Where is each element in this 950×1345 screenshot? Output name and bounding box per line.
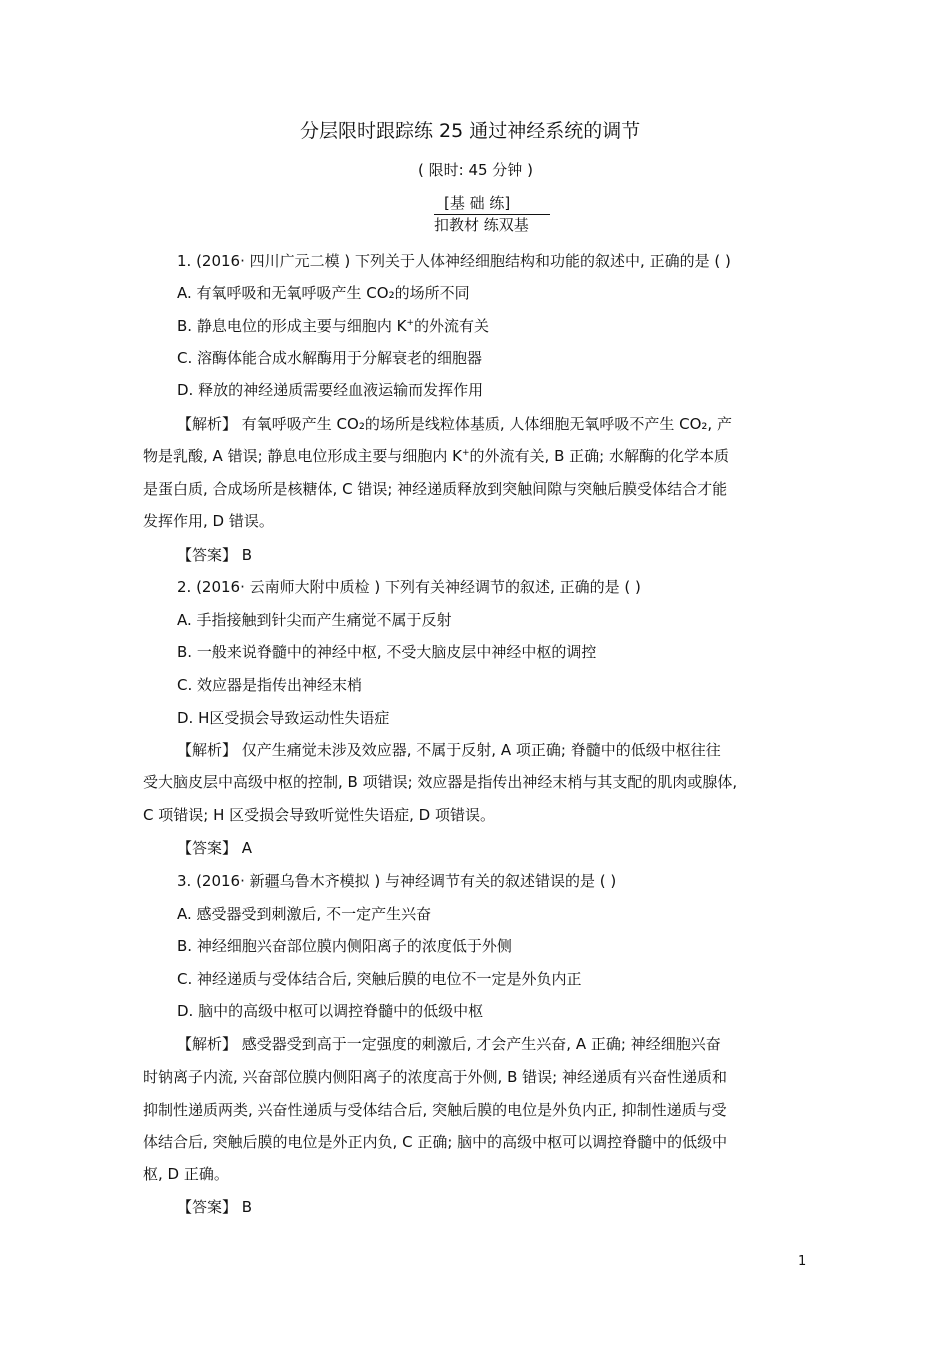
question-3-analysis-line-4: 体结合后, 突触后膜的电位是外正内负, C 正确; 脑中的高级中枢可以调控脊髓中的低级中 [143,1133,728,1151]
question-1-option-d: D. 释放的神经递质需要经血液运输而发挥作用 [177,381,484,399]
time-limit: ( 限时: 45 分钟 ) [418,161,533,179]
section-subtitle: 扣教材 练双基 [434,216,529,234]
question-3-option-d: D. 脑中的高级中枢可以调控脊髓中的低级中枢 [177,1002,484,1020]
question-3-option-a: A. 感受器受到刺激后, 不一定产生兴奋 [177,905,432,923]
question-2-option-b: B. 一般来说脊髓中的神经中枢, 不受大脑皮层中神经中枢的调控 [177,643,597,661]
question-1-option-c: C. 溶酶体能合成水解酶用于分解衰老的细胞器 [177,349,483,367]
question-3-answer: 【答案】 B [177,1198,253,1216]
question-1-answer: 【答案】 B [177,546,253,564]
question-3-analysis-line-1: 【解析】 感受器受到高于一定强度的刺激后, 才会产生兴奋, A 正确; 神经细胞兴奋 [177,1035,721,1053]
question-2-option-a: A. 手指接触到针尖而产生痛觉不属于反射 [177,611,452,629]
question-2-answer: 【答案】 A [177,839,253,857]
question-1-analysis-line-2: 物是乳酸, A 错误; 静息电位形成主要与细胞内 K+的外流有关, B 正确; 水解酶的化学本质 [143,447,729,465]
question-1-stem: 1. (2016· 四川广元二模 ) 下列关于人体神经细胞结构和功能的叙述中, 正确的是 ( ) [177,252,731,270]
question-3-analysis-line-2: 时钠离子内流, 兴奋部位膜内侧阳离子的浓度高于外侧, B 错误; 神经递质有兴奋性递质和 [143,1068,727,1086]
page-title: 分层限时跟踪练 25 通过神经系统的调节 [300,120,641,142]
page-number: 1 [798,1254,807,1269]
question-1-analysis-line-3: 是蛋白质, 合成场所是核糖体, C 错误; 神经递质释放到突触间隙与突触后膜受体结合才能 [143,480,728,498]
section-label: [基 础 练] [444,194,511,212]
question-2-analysis-line-2: 受大脑皮层中高级中枢的控制, B 项错误; 效应器是指传出神经末梢与其支配的肌肉或腺体, [143,773,738,791]
question-1-analysis-line-1: 【解析】 有氧呼吸产生 CO₂的场所是线粒体基质, 人体细胞无氧呼吸不产生 CO₂, 产 [177,415,732,433]
question-2-analysis-line-1: 【解析】 仅产生痛觉未涉及效应器, 不属于反射, A 项正确; 脊髓中的低级中枢往往 [177,741,721,759]
question-3-analysis-line-3: 抑制性递质两类, 兴奋性递质与受体结合后, 突触后膜的电位是外负内正, 抑制性递质与受 [143,1101,727,1119]
question-3-analysis-line-5: 枢, D 正确。 [143,1165,229,1183]
question-2-option-c: C. 效应器是指传出神经末梢 [177,676,363,694]
question-1-option-b: B. 静息电位的形成主要与细胞内 K+的外流有关 [177,317,489,335]
question-3-option-b: B. 神经细胞兴奋部位膜内侧阳离子的浓度低于外侧 [177,937,512,955]
question-2-stem: 2. (2016· 云南师大附中质检 ) 下列有关神经调节的叙述, 正确的是 ( ) [177,578,641,596]
question-1-analysis-line-4: 发挥作用, D 错误。 [143,512,274,530]
question-3-stem: 3. (2016· 新疆乌鲁木齐模拟 ) 与神经调节有关的叙述错误的是 ( ) [177,872,617,890]
question-2-analysis-line-3: C 项错误; H 区受损会导致听觉性失语症, D 项错误。 [143,806,495,824]
question-2-option-d: D. H区受损会导致运动性失语症 [177,709,390,727]
question-1-option-a: A. 有氧呼吸和无氧呼吸产生 CO₂的场所不同 [177,284,470,302]
question-3-option-c: C. 神经递质与受体结合后, 突触后膜的电位不一定是外负内正 [177,970,582,988]
